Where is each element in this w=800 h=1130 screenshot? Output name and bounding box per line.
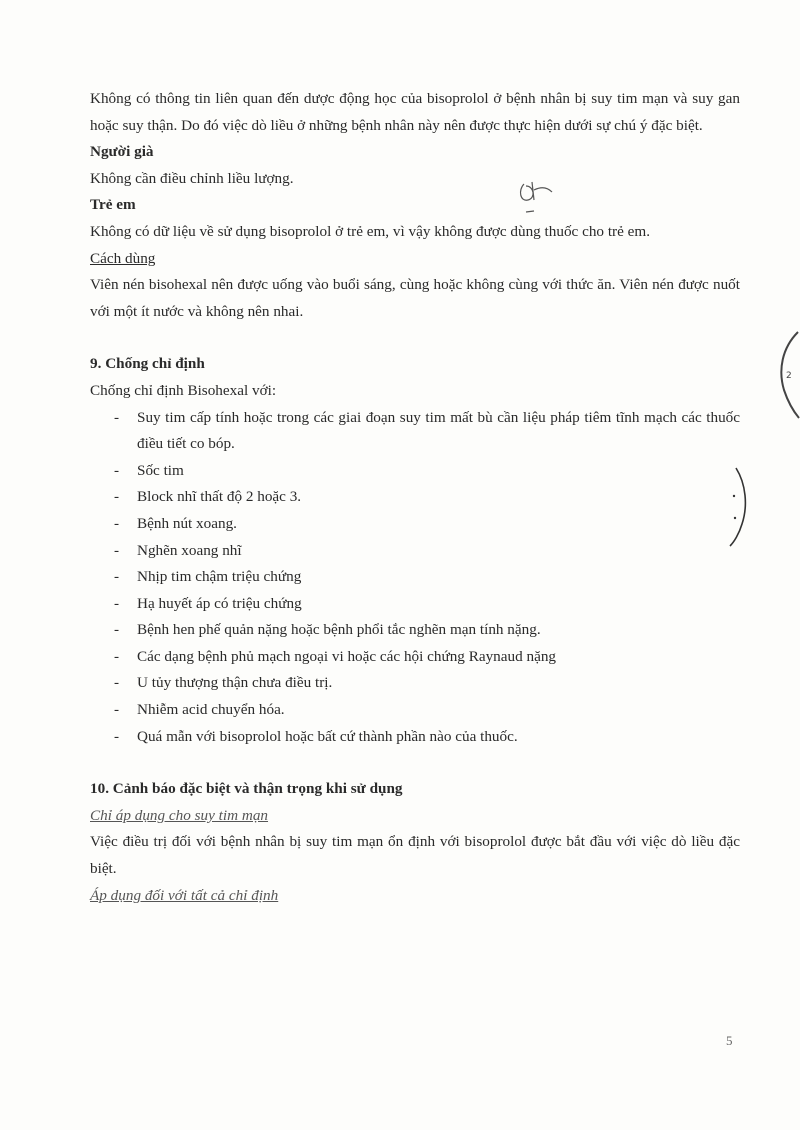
all-indications-heading: Áp dụng đối với tất cả chỉ định xyxy=(90,886,279,904)
elderly-heading: Người già xyxy=(90,143,154,161)
list-item: - Sốc tim xyxy=(114,461,184,479)
usage-heading: Cách dùng xyxy=(90,249,156,267)
list-item: - U tủy thượng thận chưa điều trị. xyxy=(114,674,333,692)
children-heading: Trẻ em xyxy=(90,196,136,214)
document-body xyxy=(90,86,740,909)
list-item: - Bệnh hen phế quản nặng hoặc bệnh phổi tắc nghẽn mạn tính nặng. xyxy=(114,621,541,639)
usage-text: Viên nén bisohexal nên được uống vào buổi sáng, cùng hoặc không cùng với thức ăn. Viên nén được nuốt với một ít nước và không nên nhai. xyxy=(90,276,740,320)
section9-title: 9. Chống chỉ định xyxy=(90,355,205,373)
list-item: - Hạ huyết áp có triệu chứng xyxy=(114,594,302,612)
contraindication-list xyxy=(90,405,740,751)
seal-fragment xyxy=(772,330,800,420)
heart-failure-text: Việc điều trị đối với bệnh nhân bị suy tim mạn ổn định với bisoprolol được bắt đầu với việc dò liều đặc biệt. xyxy=(90,833,740,878)
elderly-text: Không cần điều chỉnh liều lượng. xyxy=(90,169,294,187)
list-item: - Suy tim cấp tính hoặc trong các giai đoạn suy tim mất bù cần liệu pháp tiêm tĩnh mạch các thuốc điều tiết co bóp. xyxy=(114,408,740,453)
section9-intro: Chống chỉ định Bisohexal với: xyxy=(90,381,277,399)
list-item: - Quá mẫn với bisoprolol hoặc bất cứ thành phần nào của thuốc. xyxy=(114,727,518,745)
intro-paragraph: Không có thông tin liên quan đến dược động học của bisoprolol ở bệnh nhân bị suy tim mạn và suy gan hoặc suy thận. Do đó việc dò liều ở những bệnh nhân này nên được thực hiện dưới sự chú ý đặc biệt. xyxy=(90,90,740,134)
list-item: - Bệnh nút xoang. xyxy=(114,514,237,532)
list-item: - Block nhĩ thất độ 2 hoặc 3. xyxy=(114,488,302,506)
list-item: - Nhịp tim chậm triệu chứng xyxy=(114,568,302,586)
list-item: - Các dạng bệnh phủ mạch ngoại vi hoặc các hội chứng Raynaud nặng xyxy=(114,647,557,665)
list-item: - Nghẽn xoang nhĩ xyxy=(114,541,242,559)
page-number: 5 xyxy=(726,1033,733,1048)
children-text: Không có dữ liệu về sử dụng bisoprolol ở trẻ em, vì vậy không được dùng thuốc cho trẻ em. xyxy=(90,222,650,240)
section10-title: 10. Cảnh báo đặc biệt và thận trọng khi sử dụng xyxy=(90,780,403,798)
list-item: - Nhiễm acid chuyển hóa. xyxy=(114,701,285,719)
svg-text:2: 2 xyxy=(786,371,792,381)
heart-failure-heading: Chỉ áp dụng cho suy tim mạn xyxy=(90,806,269,824)
